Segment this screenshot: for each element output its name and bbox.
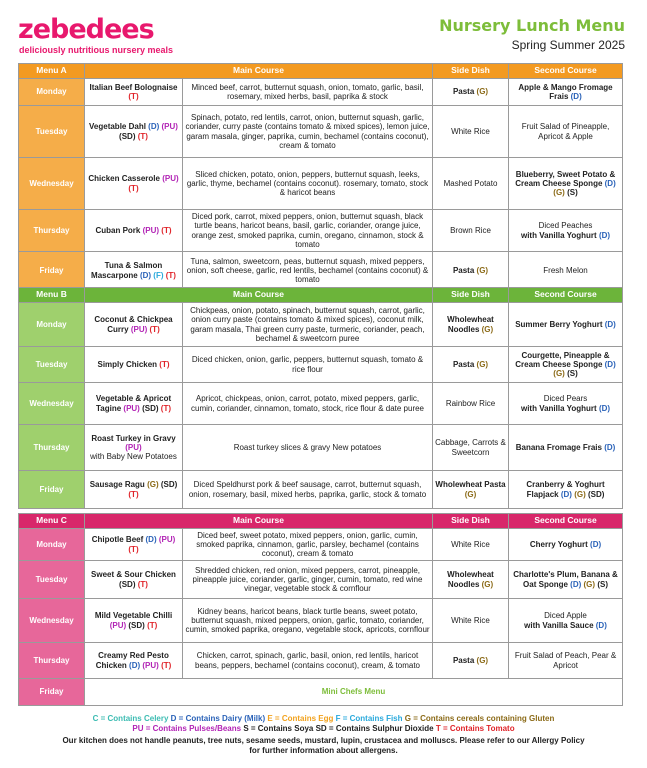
table-row	[19, 383, 623, 425]
dish-name: Italian Beef Bolognaise	[89, 82, 178, 92]
allergen-code: (G)	[574, 489, 586, 499]
dish-name: Coconut & Chickpea Curry	[94, 315, 173, 334]
allergen-code: (T)	[161, 660, 172, 670]
allergen-code: (D)	[598, 403, 611, 413]
legend-line-1	[0, 714, 647, 724]
table-row	[19, 303, 623, 347]
ingredients: Sliced chicken, potato, onion, peppers, butternut squash, leeks, garlic, thyme, bechamel (contains coconut). rosemary, tomato, stock & haricot beans	[183, 158, 433, 210]
menu-label: Menu B	[19, 288, 85, 303]
day-label: Friday	[19, 252, 85, 290]
dish-extra: with Vanilla Sauce	[524, 620, 594, 630]
allergen-code: (PU)	[162, 174, 179, 184]
allergen-code: (T)	[128, 92, 139, 101]
col-header-side: Side Dish	[433, 288, 509, 303]
main-dish	[85, 79, 183, 106]
side-dish	[433, 210, 509, 252]
dish-name: Vegetable Dahl	[89, 122, 146, 132]
table-row	[19, 599, 623, 643]
header	[0, 0, 647, 62]
dish-name: White Rice	[451, 615, 490, 625]
dish-name: Vegetable & Apricot Tagine	[95, 394, 172, 413]
table-row	[19, 79, 623, 106]
menu-label: Menu C	[19, 514, 85, 529]
main-dish	[85, 561, 183, 599]
allergen-code: (T)	[165, 270, 176, 280]
dish-name: Pasta	[452, 265, 475, 275]
side-dish	[433, 529, 509, 561]
col-header-side: Side Dish	[433, 514, 509, 529]
allergen-code: (G)	[476, 87, 489, 97]
allergen-code: (T)	[147, 620, 158, 630]
allergen-code: (D)	[604, 442, 616, 452]
allergen-code: (D)	[595, 620, 607, 630]
allergen-code: (G)	[481, 324, 494, 334]
ingredients: Shredded chicken, red onion, mixed peppers, carrot, pineapple, pineapple juice, coriander, garlic, ginger, cumin, tomato, red wine vinegar, vegetable stock & cornflour	[183, 561, 433, 599]
ingredients: Chickpeas, onion, potato, spinach, butternut squash, carrot, garlic, onion curry paste (contains tomato & mixed spices), coconut milk, garam masala, Thai green curry paste, turmeric, coriander, peach, bechamel & sweetcorn puree	[183, 303, 433, 347]
menu-table-b	[18, 287, 623, 509]
dish-name: Cranberry & Yoghurt Flapjack	[526, 480, 605, 499]
dish-name: Wholewheat Noodles	[447, 315, 494, 334]
day-label: Tuesday	[19, 106, 85, 158]
allergen-code: (D)	[560, 489, 572, 499]
table-row	[19, 561, 623, 599]
dish-name: Fresh Melon	[543, 265, 588, 275]
col-header-main: Main Course	[85, 514, 433, 529]
legend-item: SD = Contains Sulphur Dioxide	[315, 724, 434, 733]
main-dish	[85, 383, 183, 425]
allergen-code: (D)	[604, 178, 616, 188]
allergen-code: (PU)	[123, 403, 140, 413]
main-dish	[85, 303, 183, 347]
side-dish	[433, 303, 509, 347]
col-header-side: Side Dish	[433, 64, 509, 79]
dish-name: Chicken Casserole	[88, 174, 160, 184]
dish-name: Brown Rice	[450, 225, 491, 235]
allergen-code: (T)	[160, 403, 171, 413]
day-label: Monday	[19, 303, 85, 347]
second-course	[509, 252, 623, 290]
side-dish	[433, 79, 509, 106]
second-course	[509, 425, 623, 471]
allergen-code: (SD)	[142, 403, 159, 413]
col-header-second: Second Course	[509, 64, 623, 79]
allergen-code: (PU)	[142, 660, 159, 670]
legend-item: E = Contains Egg	[267, 714, 334, 723]
main-dish	[85, 529, 183, 561]
col-header-second: Second Course	[509, 514, 623, 529]
dish-name: Courgette, Pineapple & Cream Cheese Sponge	[515, 350, 610, 369]
dish-name: Fruit Salad of Pineapple, Apricot & Apple	[521, 122, 610, 141]
legend-item: F = Contains Fish	[335, 714, 403, 723]
dish-name: White Rice	[451, 126, 490, 136]
col-header-second: Second Course	[509, 288, 623, 303]
dish-name: White Rice	[451, 539, 490, 549]
day-label: Tuesday	[19, 561, 85, 599]
dish-name: Diced Apple	[544, 611, 587, 621]
allergen-code: (G)	[553, 188, 565, 198]
day-label: Monday	[19, 79, 85, 106]
dish-name: Blueberry, Sweet Potato & Cream Cheese Sponge	[515, 169, 616, 188]
second-course	[509, 561, 623, 599]
table-row	[19, 158, 623, 210]
second-course	[509, 383, 623, 425]
allergen-code: (T)	[161, 225, 172, 235]
allergen-code: (D)	[139, 270, 152, 280]
menu-table-c	[18, 513, 623, 706]
side-dish	[433, 425, 509, 471]
main-dish	[85, 158, 183, 210]
dish-name: Cuban Pork	[95, 225, 141, 235]
allergen-code: (D)	[148, 122, 160, 132]
allergen-code: (G)	[583, 579, 596, 589]
allergen-code: (D)	[570, 579, 582, 589]
ingredients: Diced beef, sweet potato, mixed peppers, onion, garlic, cumin, smoked paprika, cinnamon, garlic, parsley, bechamel (contains coconut), cream & tomato	[183, 529, 433, 561]
dish-name: Rainbow Rice	[445, 398, 496, 408]
table-row	[19, 471, 623, 509]
col-header-main: Main Course	[85, 64, 433, 79]
legend-line-2	[0, 724, 647, 734]
dish-name: Charlotte's Plum, Banana & Oat Sponge	[513, 570, 618, 589]
main-dish	[85, 210, 183, 252]
second-course	[509, 643, 623, 679]
second-course	[509, 471, 623, 509]
dish-name: Diced Peaches	[538, 221, 593, 231]
allergen-code: (PU)	[109, 620, 127, 630]
ingredients: Spinach, potato, red lentils, carrot, onion, butternut squash, garlic, coriander, curry paste (contains tomato & mixed spices), lemon juice, garam masala, ginger, paprika, cumin, bechamel (contains coconut), cream & tomato	[183, 106, 433, 158]
ingredients: Diced pork, carrot, mixed peppers, onion, butternut squash, black turtle beans, haricot beans, basil, garlic, coriander, orange juice, orange zest, smoked paprika, cumin, oregano, cinnamon, stock & tomato	[183, 210, 433, 252]
dish-name: Pasta	[452, 359, 475, 369]
legend-item: PU = Contains Pulses/Beans	[132, 724, 242, 733]
mini-chefs-menu: Mini Chefs Menu	[85, 679, 623, 706]
day-label: Friday	[19, 679, 85, 706]
allergen-code: (D)	[604, 319, 616, 329]
allergen-code: (T)	[137, 131, 148, 141]
allergen-code: (G)	[476, 265, 489, 275]
dish-name: Sausage Ragu	[89, 480, 145, 490]
dish-name: Mild Vegetable Chilli	[94, 611, 173, 621]
dish-name: Sweet & Sour Chicken	[91, 570, 176, 580]
day-label: Monday	[19, 529, 85, 561]
day-label: Wednesday	[19, 158, 85, 210]
side-dish	[433, 158, 509, 210]
second-course	[509, 303, 623, 347]
day-label: Wednesday	[19, 599, 85, 643]
allergen-code: (PU)	[161, 122, 178, 132]
allergen-code: (D)	[570, 92, 582, 101]
dish-name: Simply Chicken	[97, 359, 158, 369]
main-dish	[85, 106, 183, 158]
dish-name: Diced Pears	[543, 394, 588, 404]
allergen-code: (G)	[553, 369, 565, 379]
allergen-code: (S)	[567, 188, 578, 198]
day-label: Wednesday	[19, 383, 85, 425]
second-course	[509, 106, 623, 158]
ingredients: Diced Speldhurst pork & beef sausage, carrot, butternut squash, onion, rosemary, basil, mixed herbs, paprika, garlic, stock & tomato	[183, 471, 433, 509]
dish-extra: with Vanilla Yoghurt	[520, 230, 597, 240]
allergen-code: (F)	[153, 270, 164, 280]
allergen-code: (G)	[476, 359, 489, 369]
allergen-code: (PU)	[130, 324, 148, 334]
ingredients: Chicken, carrot, spinach, garlic, basil, onion, red lentils, haricot beans, peppers, bechamel (contains coconut), cream, & tomato	[183, 643, 433, 679]
allergen-code: (D)	[598, 230, 611, 240]
dish-name: Roast Turkey in Gravy	[91, 433, 176, 443]
table-row	[19, 425, 623, 471]
table-row	[19, 252, 623, 290]
table-row	[19, 106, 623, 158]
second-course	[509, 529, 623, 561]
allergen-code: (S)	[567, 369, 578, 379]
allergen-code: (SD)	[119, 579, 136, 589]
allergy-note: Our kitchen does not handle peanuts, tree nuts, sesame seeds, mustard, lupin, crustacea and molluscs. Please refer to our Allergy Policy for further information about allergens.	[62, 736, 585, 755]
side-dish	[433, 347, 509, 383]
allergen-code: (PU)	[142, 225, 160, 235]
legend-item: G = Contains cereals containing Gluten	[404, 714, 555, 723]
table-row	[19, 643, 623, 679]
col-header-main: Main Course	[85, 288, 433, 303]
table-row	[19, 529, 623, 561]
side-dish	[433, 471, 509, 509]
dish-name: Chipotle Beef	[91, 535, 144, 545]
allergen-code: (D)	[604, 359, 616, 369]
dish-name: Pasta	[452, 87, 475, 97]
allergen-code: (T)	[128, 183, 139, 193]
dish-name: Creamy Red Pesto Chicken	[95, 651, 169, 670]
day-label: Friday	[19, 471, 85, 509]
legend-item: D = Contains Dairy (Milk)	[170, 714, 266, 723]
menu-label: Menu A	[19, 64, 85, 79]
allergen-code: (G)	[464, 489, 477, 499]
second-course	[509, 599, 623, 643]
day-label: Thursday	[19, 425, 85, 471]
dish-name: Apple & Mango Fromage Frais	[518, 82, 613, 101]
dish-extra: with Baby New Potatoes	[90, 452, 177, 462]
allergen-code: (D)	[129, 660, 141, 670]
dish-name: Wholewheat Noodles	[447, 570, 494, 589]
dish-name: Mashed Potato	[443, 178, 498, 188]
legend-item: T = Contains Tomato	[435, 724, 515, 733]
dish-name: Wholewheat Pasta	[435, 480, 506, 490]
second-course	[509, 210, 623, 252]
day-label: Thursday	[19, 210, 85, 252]
second-course	[509, 347, 623, 383]
allergen-code: (SD)	[119, 131, 136, 141]
allergen-code: (T)	[128, 544, 139, 554]
dish-name: Cherry Yoghurt	[529, 539, 588, 549]
main-dish	[85, 471, 183, 509]
day-label: Tuesday	[19, 347, 85, 383]
ingredients: Roast turkey slices & gravy New potatoes	[183, 425, 433, 471]
ingredients: Kidney beans, haricot beans, black turtle beans, sweet potato, butternut squash, mixed peppers, onion, garlic, tomato, coriander, cumin, smoked paprika, oregano, vegetable stock, apricots, cornflour	[183, 599, 433, 643]
day-label: Thursday	[19, 643, 85, 679]
allergen-code: (T)	[128, 489, 139, 499]
legend-item: C = Contains Celery	[92, 714, 169, 723]
allergen-code: (S)	[597, 579, 608, 589]
ingredients: Apricot, chickpeas, onion, carrot, potato, mixed peppers, garlic, cumin, coriander, cinnamon, tomato, stock, rice flour & date puree	[183, 383, 433, 425]
side-dish	[433, 599, 509, 643]
allergen-code: (G)	[476, 655, 489, 665]
allergen-code: (D)	[590, 539, 602, 549]
dish-name: Summer Berry Yoghurt	[515, 319, 603, 329]
menu-table-a	[18, 63, 623, 290]
legend-item: S = Contains Soya	[243, 724, 314, 733]
table-row	[19, 347, 623, 383]
allergen-code: (PU)	[158, 535, 176, 545]
menu-title: Nursery Lunch Menu	[439, 16, 625, 35]
table-row	[19, 210, 623, 252]
brand-tagline: deliciously nutritious nursery meals	[19, 45, 174, 55]
allergen-code: (T)	[137, 579, 148, 589]
allergen-code: (G)	[481, 579, 494, 589]
allergen-code: (T)	[149, 324, 160, 334]
dish-name: Tuna & Salmon Mascarpone	[91, 261, 163, 280]
main-dish	[85, 425, 183, 471]
dish-extra: with Vanilla Yoghurt	[520, 403, 597, 413]
ingredients: Diced chicken, onion, garlic, peppers, butternut squash, tomato & rice flour	[183, 347, 433, 383]
allergen-legend	[0, 714, 647, 734]
side-dish	[433, 643, 509, 679]
allergen-code: (SD)	[128, 620, 145, 630]
allergen-code: (SD)	[160, 480, 178, 490]
main-dish	[85, 599, 183, 643]
ingredients: Tuna, salmon, sweetcorn, peas, butternut squash, mixed peppers, onion, soft cheese, garlic, red lentils, bechamel (contains coconut) & tomato	[183, 252, 433, 290]
dish-name: Cabbage, Carrots & Sweetcorn	[435, 438, 506, 457]
side-dish	[433, 561, 509, 599]
allergen-code: (T)	[159, 359, 170, 369]
side-dish	[433, 252, 509, 290]
second-course	[509, 158, 623, 210]
main-dish	[85, 347, 183, 383]
allergen-code: (SD)	[587, 489, 605, 499]
allergen-code: (G)	[147, 480, 159, 490]
dish-name: Banana Fromage Frais	[515, 442, 602, 452]
table-row	[19, 679, 623, 706]
menu-season: Spring Summer 2025	[511, 38, 625, 52]
allergen-code: (PU)	[125, 442, 142, 452]
dish-name: Pasta	[452, 655, 475, 665]
side-dish	[433, 106, 509, 158]
allergen-code: (D)	[145, 535, 157, 545]
main-dish	[85, 643, 183, 679]
brand-logo: zebedees	[18, 14, 154, 45]
main-dish	[85, 252, 183, 290]
ingredients: Minced beef, carrot, butternut squash, onion, tomato, garlic, basil, rosemary, mixed herbs, basil, paprika & stock	[183, 79, 433, 106]
side-dish	[433, 383, 509, 425]
dish-name: Fruit Salad of Peach, Pear & Apricot	[514, 651, 617, 670]
second-course	[509, 79, 623, 106]
